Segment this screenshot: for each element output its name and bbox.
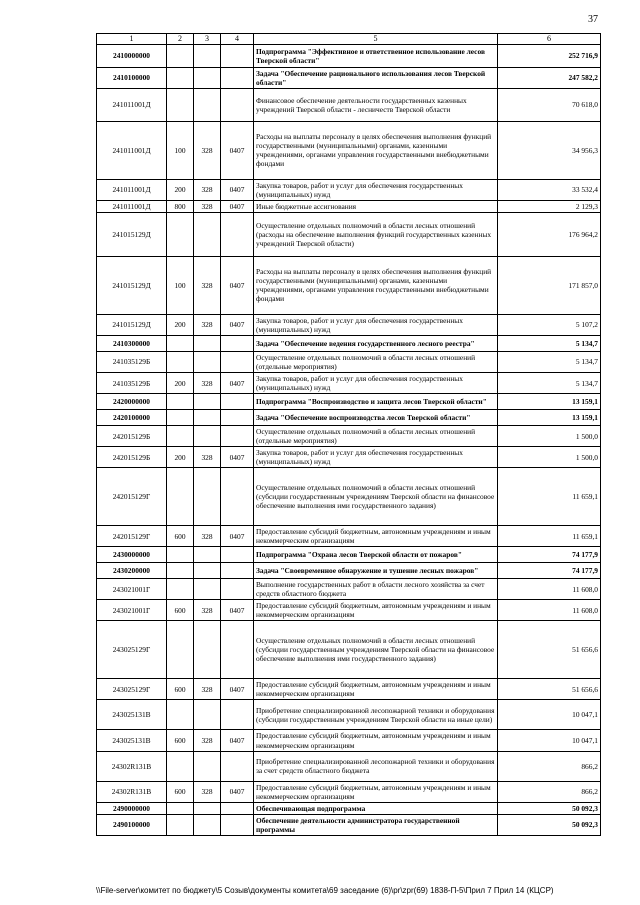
- cell-sum: 13 159,1: [498, 410, 601, 426]
- cell-c4: [221, 67, 254, 88]
- cell-sum: 74 177,9: [498, 547, 601, 563]
- cell-sum: 171 857,0: [498, 256, 601, 314]
- cell-name: Осуществление отдельных полномочий в области лесных отношений (субсидии государственным учреждениям Тверской области на финансовое обеспечение выполнения ими государственного задания): [254, 621, 498, 679]
- cell-sum: 5 134,7: [498, 351, 601, 372]
- table-row: [97, 563, 601, 579]
- cell-c2: 200: [167, 373, 194, 394]
- cell-code: 2420000000: [97, 394, 167, 410]
- table-row: [97, 121, 601, 179]
- cell-code: 2490000000: [97, 802, 167, 814]
- budget-table: [96, 33, 601, 836]
- cell-name: Иные бюджетные ассигнования: [254, 200, 498, 212]
- cell-c2: 600: [167, 781, 194, 802]
- cell-c2: [167, 394, 194, 410]
- cell-code: 243025131В: [97, 700, 167, 730]
- cell-c3: [194, 335, 221, 351]
- cell-name: Задача "Обеспечение рационального использования лесов Тверской области": [254, 67, 498, 88]
- cell-c4: 0407: [221, 447, 254, 468]
- cell-c3: 328: [194, 373, 221, 394]
- cell-name: Закупка товаров, работ и услуг для обеспечения государственных (муниципальных) нужд: [254, 373, 498, 394]
- cell-c2: 600: [167, 526, 194, 547]
- cell-code: 241011001Д: [97, 200, 167, 212]
- cell-c4: [221, 802, 254, 814]
- cell-c4: [221, 88, 254, 121]
- table-row: [97, 335, 601, 351]
- cell-name: Предоставление субсидий бюджетным, автономным учреждениям и иным некоммерческим организациям: [254, 781, 498, 802]
- table-row: [97, 200, 601, 212]
- cell-c2: [167, 563, 194, 579]
- cell-c3: [194, 468, 221, 526]
- cell-c3: [194, 426, 221, 447]
- cell-c4: 0407: [221, 526, 254, 547]
- cell-name: Подпрограмма "Воспроизводство и защита лесов Тверской области": [254, 394, 498, 410]
- table-row: [97, 67, 601, 88]
- cell-name: Обеспечение деятельности администратора государственной программы: [254, 814, 498, 835]
- cell-c4: 0407: [221, 200, 254, 212]
- cell-name: Приобретение специализированной лесопожарной техники и оборудования за счет средств областного бюджета: [254, 751, 498, 781]
- cell-name: Расходы на выплаты персоналу в целях обеспечения выполнения функций государственными (муниципальными) органами, казенными учреждениями, органами управления государственными внебюджетными фондами: [254, 121, 498, 179]
- cell-name: Приобретение специализированной лесопожарной техники и оборудования (субсидии государственным учреждениям Тверской области на иные цели): [254, 700, 498, 730]
- cell-code: 2410300000: [97, 335, 167, 351]
- table-row: [97, 600, 601, 621]
- cell-c2: [167, 700, 194, 730]
- cell-name: Закупка товаров, работ и услуг для обеспечения государственных (муниципальных) нужд: [254, 314, 498, 335]
- cell-sum: 50 092,3: [498, 802, 601, 814]
- cell-name: Осуществление отдельных полномочий в области лесных отношений (субсидии государственным учреждениям Тверской области на финансовое обеспечение выполнения ими государственного задания): [254, 468, 498, 526]
- table-row: [97, 256, 601, 314]
- cell-code: 2410100000: [97, 67, 167, 88]
- cell-sum: 10 047,1: [498, 700, 601, 730]
- cell-name: Осуществление отдельных полномочий в области лесных отношений (расходы на обеспечение выполнения функций государственных казенных учреждений Тверской области): [254, 212, 498, 256]
- cell-c2: [167, 814, 194, 835]
- cell-code: 24302R131В: [97, 751, 167, 781]
- table-row: [97, 751, 601, 781]
- column-header: 1: [97, 34, 167, 45]
- cell-sum: 866,2: [498, 781, 601, 802]
- table-row: [97, 526, 601, 547]
- cell-code: 241015129Д: [97, 212, 167, 256]
- cell-c3: [194, 410, 221, 426]
- column-header: 3: [194, 34, 221, 45]
- cell-c4: [221, 351, 254, 372]
- cell-c2: [167, 426, 194, 447]
- cell-code: 243025131В: [97, 730, 167, 751]
- cell-c3: [194, 700, 221, 730]
- cell-c2: [167, 547, 194, 563]
- cell-c3: 328: [194, 256, 221, 314]
- column-header: 6: [498, 34, 601, 45]
- cell-c3: [194, 802, 221, 814]
- cell-c3: 328: [194, 200, 221, 212]
- cell-c3: 328: [194, 526, 221, 547]
- cell-sum: 5 134,7: [498, 373, 601, 394]
- cell-name: Задача "Обеспечение ведения государственного лесного реестра": [254, 335, 498, 351]
- table-row: [97, 426, 601, 447]
- table-row: [97, 212, 601, 256]
- cell-code: 241011001Д: [97, 179, 167, 200]
- cell-c3: [194, 621, 221, 679]
- cell-c3: 328: [194, 781, 221, 802]
- cell-c2: [167, 410, 194, 426]
- cell-code: 243021001Г: [97, 579, 167, 600]
- cell-c3: [194, 394, 221, 410]
- table-row: [97, 547, 601, 563]
- cell-name: Закупка товаров, работ и услуг для обеспечения государственных (муниципальных) нужд: [254, 447, 498, 468]
- cell-code: 2420100000: [97, 410, 167, 426]
- cell-c2: 200: [167, 179, 194, 200]
- cell-name: Расходы на выплаты персоналу в целях обеспечения выполнения функций государственными (муниципальными) органами, казенными учреждениями, органами управления государственными внебюджетными фондами: [254, 256, 498, 314]
- cell-c2: [167, 751, 194, 781]
- cell-c4: 0407: [221, 121, 254, 179]
- cell-c2: [167, 351, 194, 372]
- cell-name: Подпрограмма "Эффективное и ответственное использование лесов Тверской области": [254, 44, 498, 67]
- cell-c2: 100: [167, 121, 194, 179]
- cell-c4: [221, 751, 254, 781]
- table-header-row: [97, 34, 601, 45]
- table-row: [97, 351, 601, 372]
- cell-c3: 328: [194, 121, 221, 179]
- cell-c2: [167, 621, 194, 679]
- table-row: [97, 314, 601, 335]
- cell-sum: 33 532,4: [498, 179, 601, 200]
- cell-sum: 51 656,6: [498, 621, 601, 679]
- cell-c2: [167, 802, 194, 814]
- cell-sum: 252 716,9: [498, 44, 601, 67]
- cell-c4: 0407: [221, 314, 254, 335]
- cell-c3: [194, 67, 221, 88]
- cell-sum: 11 608,0: [498, 600, 601, 621]
- cell-name: Предоставление субсидий бюджетным, автономным учреждениям и иным некоммерческим организациям: [254, 679, 498, 700]
- table-row: [97, 700, 601, 730]
- cell-name: Подпрограмма "Охрана лесов Тверской области от пожаров": [254, 547, 498, 563]
- table-row: [97, 781, 601, 802]
- cell-c4: [221, 44, 254, 67]
- cell-sum: 1 500,0: [498, 447, 601, 468]
- cell-c4: [221, 563, 254, 579]
- cell-c3: [194, 563, 221, 579]
- table-row: [97, 88, 601, 121]
- cell-sum: 34 956,3: [498, 121, 601, 179]
- cell-code: 243025129Г: [97, 621, 167, 679]
- cell-code: 241015129Д: [97, 314, 167, 335]
- cell-sum: 1 500,0: [498, 426, 601, 447]
- cell-c4: [221, 468, 254, 526]
- cell-code: 241011001Д: [97, 88, 167, 121]
- cell-c4: [221, 410, 254, 426]
- cell-name: Финансовое обеспечение деятельности государственных казенных учреждений Тверской области - лесничеств Тверской области: [254, 88, 498, 121]
- cell-code: 242015129Б: [97, 426, 167, 447]
- cell-code: 241035129Б: [97, 373, 167, 394]
- cell-c3: [194, 88, 221, 121]
- cell-c4: 0407: [221, 679, 254, 700]
- cell-c4: [221, 335, 254, 351]
- column-header: 4: [221, 34, 254, 45]
- cell-c2: 600: [167, 600, 194, 621]
- cell-name: Задача "Обеспечение воспроизводства лесов Тверской области": [254, 410, 498, 426]
- table-row: [97, 394, 601, 410]
- column-header: 2: [167, 34, 194, 45]
- cell-sum: 866,2: [498, 751, 601, 781]
- cell-sum: 51 656,6: [498, 679, 601, 700]
- table-row: [97, 621, 601, 679]
- cell-c4: 0407: [221, 781, 254, 802]
- cell-name: Закупка товаров, работ и услуг для обеспечения государственных (муниципальных) нужд: [254, 179, 498, 200]
- cell-c4: [221, 426, 254, 447]
- table-row: [97, 410, 601, 426]
- cell-name: Предоставление субсидий бюджетным, автономным учреждениям и иным некоммерческим организациям: [254, 600, 498, 621]
- cell-name: Выполнение государственных работ в области лесного хозяйства за счет средств областного бюджета: [254, 579, 498, 600]
- cell-name: Предоставление субсидий бюджетным, автономным учреждениям и иным некоммерческим организациям: [254, 730, 498, 751]
- cell-c2: 200: [167, 447, 194, 468]
- table-row: [97, 44, 601, 67]
- cell-c4: [221, 212, 254, 256]
- cell-c3: [194, 351, 221, 372]
- cell-sum: 70 618,0: [498, 88, 601, 121]
- cell-sum: 50 092,3: [498, 814, 601, 835]
- table-row: [97, 373, 601, 394]
- cell-c4: 0407: [221, 256, 254, 314]
- cell-c3: [194, 44, 221, 67]
- cell-c2: 600: [167, 730, 194, 751]
- cell-code: 2430200000: [97, 563, 167, 579]
- cell-c4: [221, 621, 254, 679]
- table-row: [97, 730, 601, 751]
- cell-code: 241011001Д: [97, 121, 167, 179]
- cell-c4: 0407: [221, 730, 254, 751]
- cell-c4: [221, 394, 254, 410]
- cell-c3: [194, 212, 221, 256]
- cell-code: 241035129Б: [97, 351, 167, 372]
- cell-c4: 0407: [221, 373, 254, 394]
- table-row: [97, 579, 601, 600]
- cell-sum: 5 107,2: [498, 314, 601, 335]
- cell-c2: [167, 67, 194, 88]
- cell-c2: 100: [167, 256, 194, 314]
- cell-c3: 328: [194, 600, 221, 621]
- cell-sum: 74 177,9: [498, 563, 601, 579]
- cell-name: Задача "Своевременное обнаружение и тушение лесных пожаров": [254, 563, 498, 579]
- cell-c4: [221, 579, 254, 600]
- cell-c4: 0407: [221, 179, 254, 200]
- cell-sum: 10 047,1: [498, 730, 601, 751]
- cell-name: Предоставление субсидий бюджетным, автономным учреждениям и иным некоммерческим организациям: [254, 526, 498, 547]
- cell-code: 2490100000: [97, 814, 167, 835]
- cell-c3: [194, 814, 221, 835]
- table-row: [97, 679, 601, 700]
- cell-sum: 247 582,2: [498, 67, 601, 88]
- cell-c3: [194, 751, 221, 781]
- cell-code: 243025129Г: [97, 679, 167, 700]
- cell-c3: 328: [194, 179, 221, 200]
- cell-c3: [194, 579, 221, 600]
- cell-c3: 328: [194, 447, 221, 468]
- cell-c4: [221, 700, 254, 730]
- cell-sum: 11 608,0: [498, 579, 601, 600]
- cell-sum: 176 964,2: [498, 212, 601, 256]
- cell-c4: 0407: [221, 600, 254, 621]
- cell-c3: 328: [194, 730, 221, 751]
- cell-code: 243021001Г: [97, 600, 167, 621]
- cell-name: Осуществление отдельных полномочий в области лесных отношений (отдельные мероприятия): [254, 351, 498, 372]
- table-row: [97, 468, 601, 526]
- cell-c2: [167, 212, 194, 256]
- table-row: [97, 814, 601, 835]
- cell-c2: 600: [167, 679, 194, 700]
- cell-sum: 11 659,1: [498, 468, 601, 526]
- column-header: 5: [254, 34, 498, 45]
- page-number: 37: [588, 14, 598, 25]
- cell-c2: [167, 335, 194, 351]
- cell-code: 2410000000: [97, 44, 167, 67]
- cell-c3: [194, 547, 221, 563]
- cell-name: Обеспечивающая подпрограмма: [254, 802, 498, 814]
- cell-code: 242015129Г: [97, 468, 167, 526]
- cell-sum: 2 129,3: [498, 200, 601, 212]
- cell-sum: 13 159,1: [498, 394, 601, 410]
- cell-code: 242015129Б: [97, 447, 167, 468]
- table-row: [97, 447, 601, 468]
- file-path-footer: \\File-server\комитет по бюджету\5 Созыв\документы комитета\69 заседание (6)\pr\zpr(69) 1838-П-5\Прил 7 Прил 14 (КЦСР): [96, 886, 554, 895]
- cell-c2: [167, 579, 194, 600]
- cell-name: Осуществление отдельных полномочий в области лесных отношений (отдельные мероприятия): [254, 426, 498, 447]
- table-row: [97, 802, 601, 814]
- cell-code: 242015129Г: [97, 526, 167, 547]
- cell-c2: [167, 468, 194, 526]
- cell-c3: 328: [194, 314, 221, 335]
- cell-c2: [167, 88, 194, 121]
- cell-c4: [221, 547, 254, 563]
- cell-c3: 328: [194, 679, 221, 700]
- table-row: [97, 179, 601, 200]
- cell-code: 24302R131В: [97, 781, 167, 802]
- cell-code: 2430000000: [97, 547, 167, 563]
- table-body: [97, 44, 601, 835]
- cell-c2: [167, 44, 194, 67]
- cell-c2: 800: [167, 200, 194, 212]
- cell-sum: 11 659,1: [498, 526, 601, 547]
- cell-c2: 200: [167, 314, 194, 335]
- cell-code: 241015129Д: [97, 256, 167, 314]
- cell-c4: [221, 814, 254, 835]
- cell-sum: 5 134,7: [498, 335, 601, 351]
